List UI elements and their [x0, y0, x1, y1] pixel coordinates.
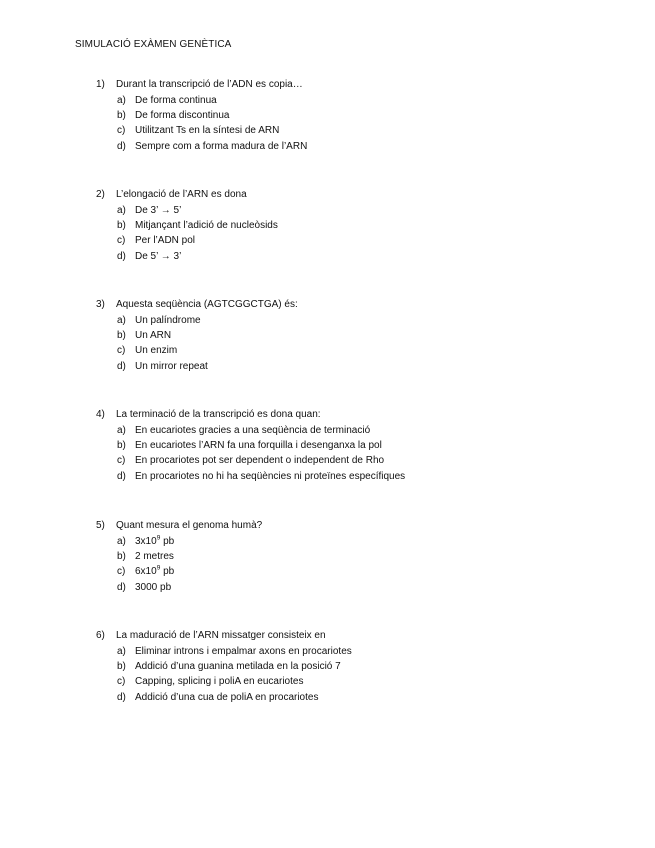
option-text: [135, 564, 174, 579]
option-text-unit: pb: [160, 566, 175, 578]
option-letter: a): [117, 314, 126, 326]
question-number: 6): [96, 630, 105, 641]
option-d: [96, 580, 616, 595]
option-d: [96, 359, 616, 374]
option-a: [96, 93, 616, 108]
option-text-base: 3x10: [135, 535, 157, 547]
option-letter: c): [117, 345, 126, 357]
question-5: [96, 518, 616, 595]
question-2: [96, 187, 616, 264]
option-text: En eucariotes gracies a una seqüència de terminació: [135, 424, 371, 436]
option-letter: b): [117, 550, 126, 562]
option-letter: a): [117, 424, 126, 436]
option-letter: a): [117, 204, 126, 216]
option-text: Capping, splicing i poliA en eucariotes: [135, 676, 304, 688]
option-text: En procariotes pot ser dependent o independent de Rho: [135, 455, 385, 467]
option-a: [96, 534, 616, 549]
question-1: [96, 77, 616, 154]
option-letter: a): [117, 535, 126, 547]
option-letter: d): [117, 140, 126, 152]
option-text: Un ARN: [135, 329, 172, 341]
option-letter: c): [117, 566, 126, 578]
question-3: [96, 297, 616, 374]
option-b: [96, 659, 616, 674]
question-text: Quant mesura el genoma humà?: [116, 520, 263, 531]
question-number: 5): [96, 520, 105, 531]
option-letter: b): [117, 219, 126, 231]
option-a: [96, 313, 616, 328]
option-text: Addició d’una cua de poliA en procariotes: [135, 691, 319, 703]
option-c: [96, 233, 616, 248]
option-text: Sempre com a forma madura de l’ARN: [135, 140, 308, 152]
option-c: [96, 674, 616, 689]
option-a: [96, 423, 616, 438]
option-letter: d): [117, 581, 126, 593]
option-letter: b): [117, 660, 126, 672]
option-c: [96, 453, 616, 468]
option-letter: b): [117, 109, 126, 121]
option-b: [96, 549, 616, 564]
option-b: [96, 108, 616, 123]
option-text: Eliminar introns i empalmar axons en procariotes: [135, 645, 352, 657]
option-d: [96, 690, 616, 705]
option-text: De 3’ → 5’: [135, 204, 182, 216]
question-text: Durant la transcripció de l’ADN es copia…: [116, 79, 303, 90]
option-c: [96, 123, 616, 138]
option-text: De 5’ → 3’: [135, 250, 182, 262]
option-text: Un mirror repeat: [135, 360, 208, 372]
question-text: La maduració de l’ARN missatger consisteix en: [116, 630, 326, 641]
option-d: [96, 469, 616, 484]
question-text: La terminació de la transcripció es dona quan:: [116, 409, 321, 420]
option-text-unit: pb: [160, 535, 175, 547]
option-text-base: 6x10: [135, 566, 157, 578]
option-text: Mitjançant l’adició de nucleòsids: [135, 219, 278, 231]
question-text: L’elongació de l’ARN es dona: [116, 189, 247, 200]
option-letter: c): [117, 125, 126, 137]
option-letter: d): [117, 360, 126, 372]
option-letter: d): [117, 691, 126, 703]
option-text: 3000 pb: [135, 581, 172, 593]
option-text: De forma continua: [135, 94, 217, 106]
document-title: SIMULACIÓ EXÀMEN GENÈTICA: [75, 39, 232, 50]
option-c: [96, 343, 616, 358]
option-letter: c): [117, 235, 126, 247]
option-letter: d): [117, 470, 126, 482]
option-d: [96, 249, 616, 264]
option-b: [96, 328, 616, 343]
option-a: [96, 203, 616, 218]
option-letter: b): [117, 329, 126, 341]
option-text: 2 metres: [135, 550, 174, 562]
question-number: 1): [96, 79, 105, 90]
option-text: Utilitzant Ts en la síntesi de ARN: [135, 125, 280, 137]
option-a: [96, 644, 616, 659]
question-number: 4): [96, 409, 105, 420]
option-b: [96, 438, 616, 453]
option-letter: c): [117, 676, 126, 688]
question-6: [96, 628, 616, 705]
question-4: [96, 407, 616, 484]
option-text: En procariotes no hi ha seqüències ni proteïnes específiques: [135, 470, 406, 482]
question-text: Aquesta seqüència (AGTCGGCTGA) és:: [116, 299, 298, 310]
question-number: 3): [96, 299, 105, 310]
option-text: De forma discontinua: [135, 109, 230, 121]
option-text: Un enzim: [135, 345, 178, 357]
option-letter: a): [117, 94, 126, 106]
option-text: En eucariotes l’ARN fa una forquilla i desenganxa la pol: [135, 439, 382, 451]
option-letter: c): [117, 455, 126, 467]
option-text-exponent: 9: [156, 564, 161, 572]
question-number: 2): [96, 189, 105, 200]
option-text: Un palíndrome: [135, 314, 201, 326]
option-text: Addició d’una guanina metilada en la posició 7: [135, 660, 341, 672]
option-letter: b): [117, 439, 126, 451]
option-letter: d): [117, 250, 126, 262]
option-text-exponent: 9: [156, 534, 161, 542]
option-text: [135, 534, 174, 549]
option-text: Per l’ADN pol: [135, 235, 196, 247]
option-letter: a): [117, 645, 126, 657]
option-d: [96, 139, 616, 154]
option-c: [96, 564, 616, 579]
option-b: [96, 218, 616, 233]
